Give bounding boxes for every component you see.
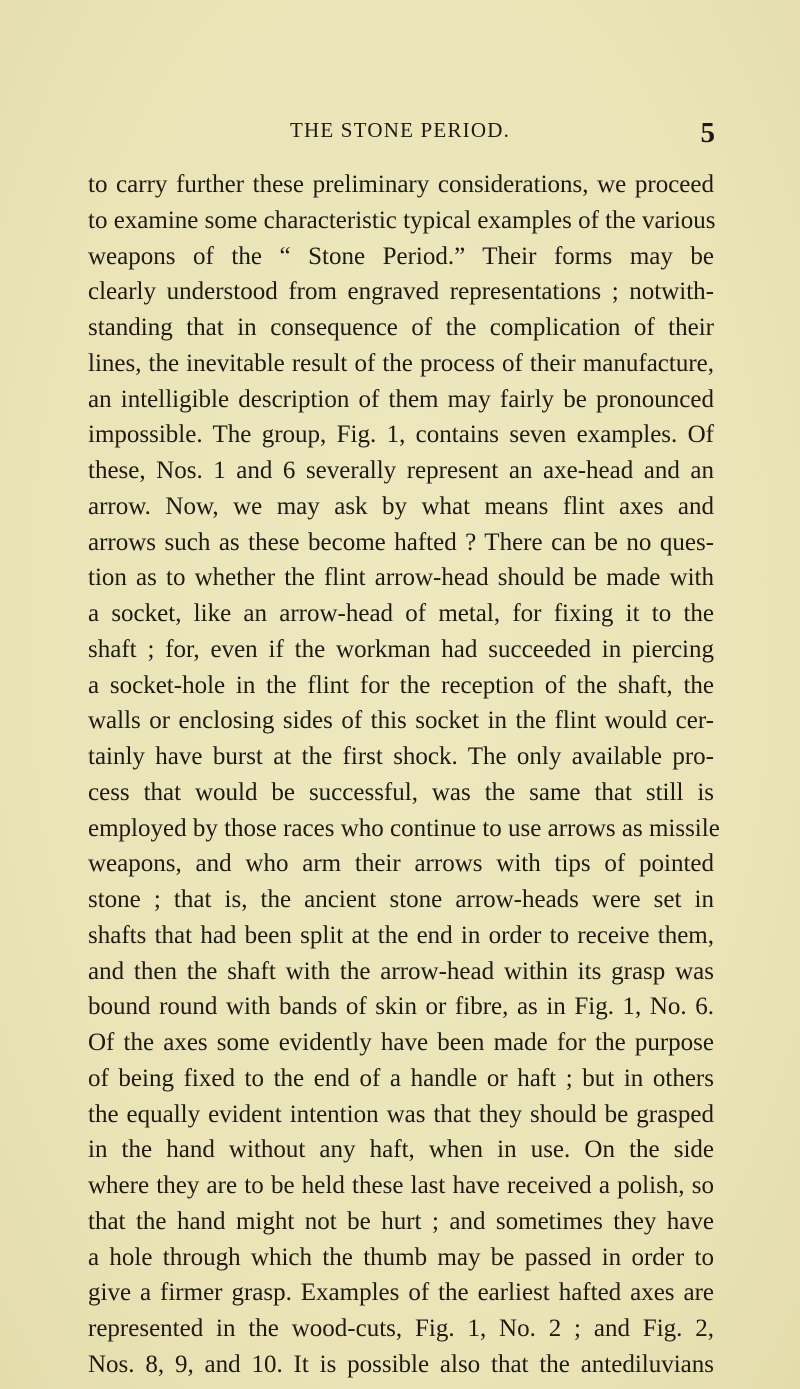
text-line: walls or enclosing sides of this socket in the flint would cer- <box>88 707 714 735</box>
text-line: a hole through which the thumb may be passed in order to <box>88 1243 714 1271</box>
text-line: weapons, and who arm their arrows with tips of pointed <box>88 850 714 878</box>
text-line: employed by those races who continue to use arrows as missile <box>88 814 720 842</box>
text-line: an intelligible description of them may fairly be pronounced <box>88 385 714 413</box>
text-line: the equally evident intention was that they should be grasped <box>88 1100 714 1128</box>
text-line: where they are to be held these last have received a polish, so <box>88 1172 714 1199</box>
text-line: standing that in consequence of the complication of their <box>88 314 714 341</box>
text-line: cess that would be successful, was the same that still is <box>88 778 714 806</box>
text-line: that the hand might not be hurt ; and sometimes they have <box>88 1207 714 1235</box>
page-header <box>0 118 800 148</box>
text-line: shaft ; for, even if the workman had succeeded in piercing <box>88 635 714 663</box>
text-line: of being fixed to the end of a handle or haft ; but in others <box>88 1064 714 1092</box>
text-line: a socket, like an arrow-head of metal, for fixing it to the <box>88 600 714 627</box>
text-line: to examine some characteristic typical examples of the various <box>88 206 716 234</box>
text-line: stone ; that is, the ancient stone arrow-heads were set in <box>88 886 714 913</box>
running-head: THE STONE PERIOD. <box>289 118 511 142</box>
body-text <box>88 167 720 1383</box>
text-line: tion as to whether the flint arrow-head should be made with <box>88 564 714 592</box>
text-line: arrow. Now, we may ask by what means flint axes and <box>88 492 714 520</box>
text-line: to carry further these preliminary considerations, we proceed <box>88 171 714 198</box>
text-line: weapons of the “ Stone Period.” Their forms may be <box>88 242 714 270</box>
text-line: tainly have burst at the first shock. The only available pro- <box>88 743 714 770</box>
text-line: a socket-hole in the flint for the reception of the shaft, the <box>88 671 714 699</box>
text-line: Nos. 8, 9, and 10. It is possible also that the antediluvians <box>88 1350 714 1378</box>
text-line: these, Nos. 1 and 6 severally represent an axe-head and an <box>88 457 714 484</box>
text-line: in the hand without any haft, when in use. On the side <box>88 1136 714 1164</box>
text-line: impossible. The group, Fig. 1, contains seven examples. Of <box>88 421 714 449</box>
text-line: bound round with bands of skin or fibre, as in Fig. 1, No. 6. <box>88 993 714 1021</box>
page-number: 5 <box>700 117 715 149</box>
text-line: and then the shaft with the arrow-head within its grasp was <box>88 957 714 985</box>
text-line: shafts that had been split at the end in order to receive them, <box>88 921 714 949</box>
text-line: Of the axes some evidently have been made for the purpose <box>88 1029 714 1056</box>
text-line: clearly understood from engraved representations ; notwith- <box>88 278 714 306</box>
text-line: lines, the inevitable result of the process of their manufacture, <box>88 349 714 377</box>
text-line: give a firmer grasp. Examples of the earliest hafted axes are <box>88 1279 714 1307</box>
text-line: represented in the wood-cuts, Fig. 1, No. 2 ; and Fig. 2, <box>88 1315 714 1342</box>
text-line: arrows such as these become hafted ? There can be no ques- <box>88 528 714 556</box>
